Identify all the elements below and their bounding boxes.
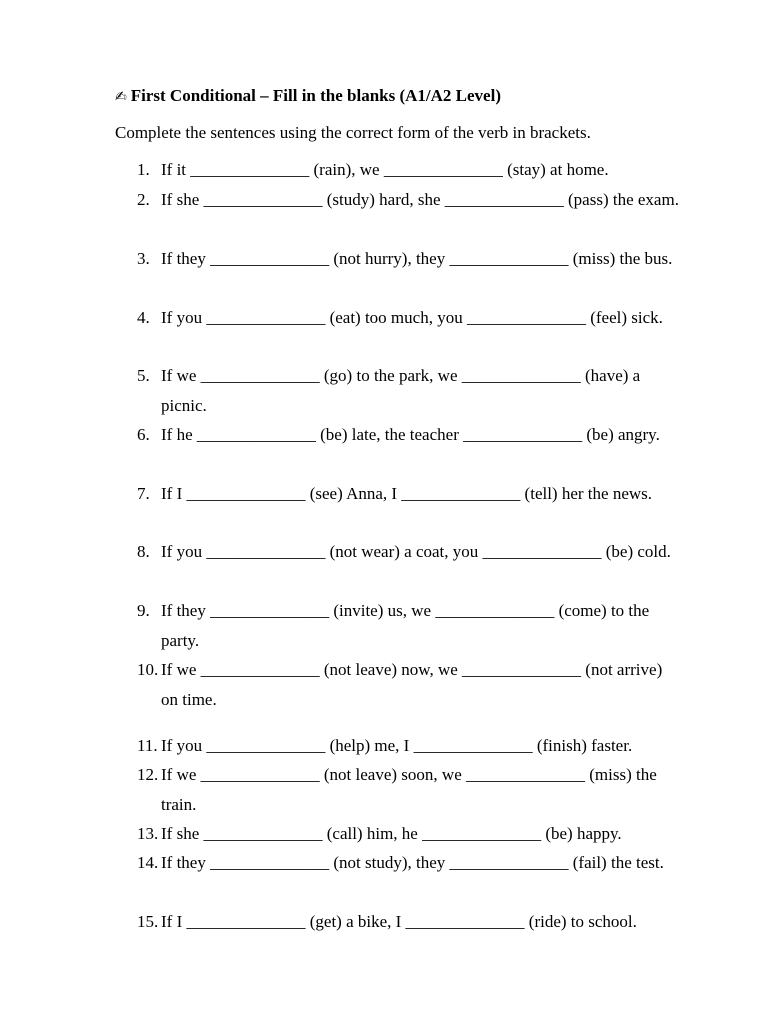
exercise-number: 14. <box>137 853 159 872</box>
exercise-text: If he ______________ (be) late, the teacher ______________ (be) angry. <box>161 425 660 444</box>
writing-hand-icon: ✍ <box>115 89 127 105</box>
exercise-number: 6. <box>137 425 150 444</box>
exercise-number: 3. <box>137 249 150 268</box>
exercise-number: 11. <box>137 736 158 755</box>
exercise-number: 15. <box>137 912 159 931</box>
exercise-text: If we ______________ (go) to the park, we ______________ (have) a picnic. <box>161 366 641 415</box>
exercise-number: 5. <box>137 366 150 385</box>
page-title <box>115 86 501 107</box>
exercise-number: 7. <box>137 484 150 503</box>
exercise-text: If she ______________ (call) him, he ______________ (be) happy. <box>161 824 622 843</box>
exercise-number: 1. <box>137 160 150 179</box>
exercise-text: If I ______________ (see) Anna, I ______________ (tell) her the news. <box>161 484 653 503</box>
exercise-text: If we ______________ (not leave) soon, we ______________ (miss) the train. <box>161 765 657 814</box>
exercise-number: 13. <box>137 824 159 843</box>
exercise-text: If it ______________ (rain), we ______________ (stay) at home. <box>161 160 609 179</box>
exercise-text: If they ______________ (invite) us, we ______________ (come) to the party. <box>161 601 650 650</box>
exercise-text: If they ______________ (not hurry), they ______________ (miss) the bus. <box>161 249 673 268</box>
page-title-text: First Conditional – Fill in the blanks (A1/A2 Level) <box>130 86 501 105</box>
exercise-text: If you ______________ (eat) too much, you ______________ (feel) sick. <box>161 308 663 327</box>
exercise-number: 10. <box>137 660 159 679</box>
exercise-number: 12. <box>137 765 159 784</box>
exercise-text: If they ______________ (not study), they ______________ (fail) the test. <box>161 853 664 872</box>
instructions-text: Complete the sentences using the correct form of the verb in brackets. <box>115 123 591 142</box>
exercise-text: If she ______________ (study) hard, she ______________ (pass) the exam. <box>161 190 679 209</box>
exercise-text: If you ______________ (not wear) a coat, you ______________ (be) cold. <box>161 542 671 561</box>
exercise-number: 9. <box>137 601 150 620</box>
exercise-number: 2. <box>137 190 150 209</box>
exercise-text: If I ______________ (get) a bike, I ______________ (ride) to school. <box>161 912 637 931</box>
exercise-number: 4. <box>137 308 150 327</box>
exercise-text: If we ______________ (not leave) now, we ______________ (not arrive) on time. <box>161 660 663 709</box>
exercise-number: 8. <box>137 542 150 561</box>
exercise-text: If you ______________ (help) me, I ______________ (finish) faster. <box>161 736 633 755</box>
